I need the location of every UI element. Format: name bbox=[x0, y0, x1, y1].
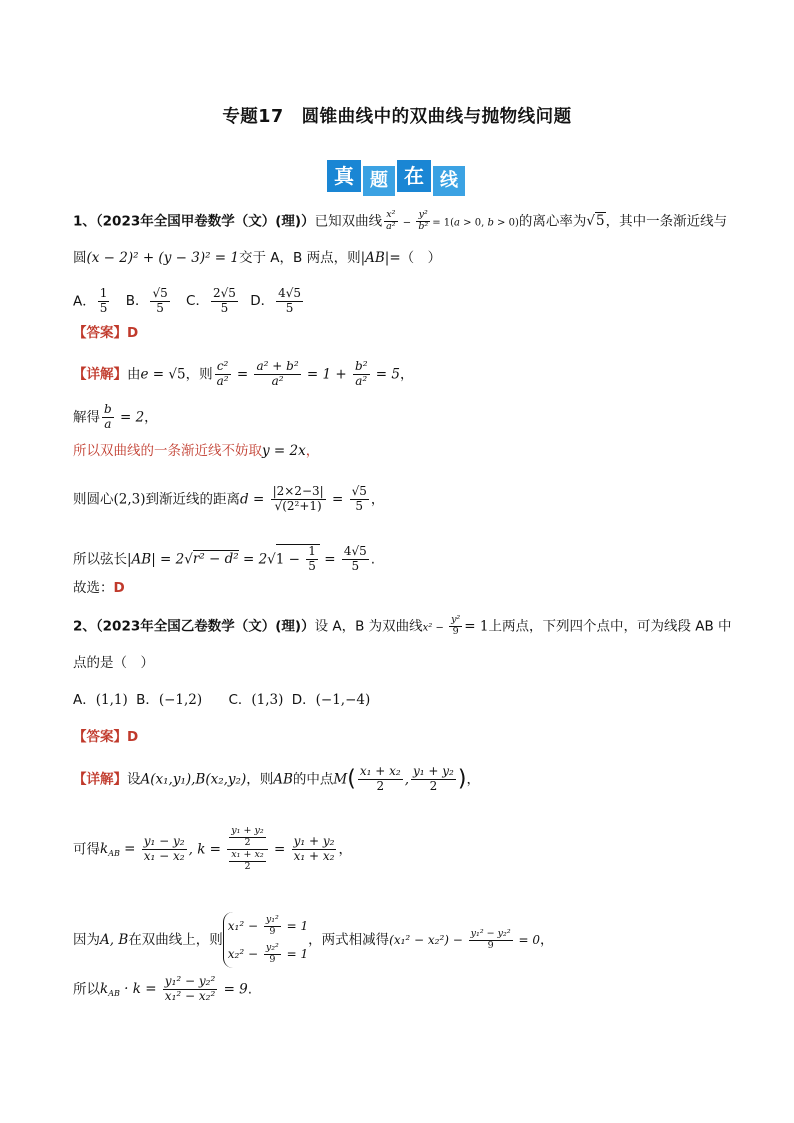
detail-math: y = 2x bbox=[262, 443, 306, 459]
detail-text: ，则 bbox=[185, 366, 213, 383]
q2-detail-3: 因为A, B在双曲线上，则 x₁² − $\frac{\text{y₁²}}{9}$ = 1 x₂² − $\frac{\text{y₂²}}{9}$ = 1 ，两式相减得(x₁² − x₂²) − $\frac{\text{y₁² − y₂²}}{9}$ = 0， bbox=[73, 912, 553, 968]
option-value: $\frac{1}{5}$ bbox=[99, 286, 108, 315]
q1-answer bbox=[73, 323, 138, 343]
q1-detail-3 bbox=[73, 441, 319, 461]
option-label: C． bbox=[186, 293, 209, 310]
detail-text: 在双曲线上，则 bbox=[128, 932, 223, 948]
detail-text: 所以双曲线的一条渐近线不妨取 bbox=[73, 443, 262, 459]
detail-text: ， bbox=[370, 491, 385, 508]
detail-math: $\frac{b}{a}$ bbox=[104, 402, 112, 431]
q1-text: 的离心率为 bbox=[518, 213, 587, 230]
q1-text: 已知双曲线 bbox=[314, 213, 383, 230]
detail-text: 由 bbox=[127, 366, 141, 383]
option-label: C． bbox=[228, 692, 252, 708]
q2-answer bbox=[73, 727, 138, 747]
q2-detail-4: 所以$k_{AB} \cdot k$ = $\frac{\text{y₁² − y₂²}}{\text{x₁² − x₂²}}$ = 9. bbox=[73, 974, 253, 1003]
select-value: D bbox=[113, 580, 125, 596]
detail-text: ， bbox=[400, 366, 414, 383]
detail-text: 所以弦长 bbox=[73, 551, 127, 568]
detail-math: AB bbox=[273, 771, 293, 788]
select-label: 故选： bbox=[73, 580, 114, 596]
detail-math: $\frac{\text{y₁ − y₂}}{\text{x₁ − x₂}}$ bbox=[143, 834, 185, 863]
option-label: B． bbox=[136, 692, 159, 708]
detail-math: A(x₁,y₁),B(x₂,y₂) bbox=[140, 771, 247, 788]
detail-text: 可得 bbox=[73, 841, 100, 858]
q2-line-1: 2、（2023年全国乙卷数学（文）(理)）设 A，B 为双曲线x² − $\frac{\text{y²}}{9}$ = 1上两点，下列四个点中，可为线段 AB 中 bbox=[73, 614, 732, 637]
option-value: (−1,−4) bbox=[315, 692, 371, 708]
detail-text: ， bbox=[539, 932, 554, 948]
q2-number: 2、 bbox=[73, 618, 96, 635]
q1-text: （ ） bbox=[400, 250, 442, 266]
option-label: A． bbox=[73, 293, 96, 310]
q1-detail-2: 解得 $\frac{b}{a}$ = 2， bbox=[73, 402, 158, 431]
detail-text: 解得 bbox=[73, 409, 100, 426]
q1-number: 1、 bbox=[73, 213, 96, 230]
detail-text: ， bbox=[338, 841, 352, 858]
section-badge bbox=[327, 158, 467, 198]
badge-char: 线 bbox=[433, 166, 465, 196]
option-value: (−1,2) bbox=[158, 692, 203, 708]
detail-math: e = √5 bbox=[140, 366, 186, 383]
badge-char: 题 bbox=[363, 166, 395, 196]
detail-math: A, B bbox=[100, 932, 129, 948]
q2-line-2: 点的是（ ） bbox=[73, 655, 154, 671]
q1-line-2 bbox=[73, 248, 441, 268]
detail-text: . bbox=[370, 551, 376, 568]
option-value: (1,1) bbox=[95, 692, 128, 708]
detail-math: $\frac{\text{x₁ + x₂}}{2}$ bbox=[359, 764, 401, 793]
q2-detail-1: 【详解】设A(x₁,y₁),B(x₂,y₂)，则AB的中点M( $\frac{\text{x₁ + x₂}}{2}$ , $\frac{\text{y₁ + y₂}}{2}$ )， bbox=[73, 764, 480, 793]
detail-math: $\frac{4√5}{5}$ bbox=[343, 544, 367, 573]
detail-text: . bbox=[247, 981, 253, 998]
detail-text: 所以 bbox=[73, 981, 100, 998]
answer-label: 【答案】 bbox=[73, 729, 127, 745]
detail-math: $\frac{√5}{5}$ bbox=[351, 484, 367, 513]
q1-detail-5: 所以弦长|AB| = 2√r² − d² = 2√1 − $\frac{1}{5}$ = $\frac{4√5}{5}$ . bbox=[73, 544, 376, 573]
detail-text: 则圆心 bbox=[73, 491, 114, 508]
q2-detail-2: 可得$k_{AB}$ = $\frac{\text{y₁ − y₂}}{\text{x₁ − x₂}}$ , k = $\frac{\frac{\text{y₁ + y₂}}{2}}{\frac{\text{x₁ + x₂}}{2}}$ = $\frac{\text{y₁ + y₂}}{\text{x₁ + x₂}}$ ， bbox=[73, 825, 352, 872]
detail-text: ， bbox=[466, 771, 480, 788]
option-label: D． bbox=[291, 692, 316, 708]
detail-text: ，则 bbox=[246, 771, 274, 788]
detail-text: 到渐近线的距离 bbox=[145, 491, 241, 508]
detail-math: $\frac{\frac{\text{y₁ + y₂}}{2}}{\frac{\text{x₁ + x₂}}{2}}$ bbox=[227, 826, 267, 873]
detail-text: 因为 bbox=[73, 932, 100, 948]
detail-math: $\frac{\text{y₁ + y₂}}{2}$ bbox=[412, 764, 454, 793]
option-value: $\frac{√5}{5}$ bbox=[152, 286, 168, 315]
q1-source: （2023年全国甲卷数学（文）(理)） bbox=[95, 213, 315, 230]
detail-math: $\frac{|2\times 2-3|}{\text{√(2²+1)}}$ bbox=[272, 484, 324, 513]
q1-equation: $\frac{\text{x²}}{\text{a²}}$ bbox=[386, 209, 396, 232]
detail-math: $\frac{\text{y₁² − y₂²}}{9}$ bbox=[470, 927, 511, 951]
detail-label: 【详解】 bbox=[73, 771, 127, 788]
q1-eccentricity: √5 bbox=[586, 213, 605, 230]
detail-math: $\frac{\text{y₁ + y₂}}{\text{x₁ + x₂}}$ bbox=[293, 834, 335, 863]
detail-math: $\frac{\text{b²}}{\text{a²}}$ bbox=[355, 359, 368, 388]
q1-text: 交于 A，B 两点，则 bbox=[238, 250, 361, 266]
detail-text: ， bbox=[305, 443, 320, 459]
equation-system: x₁² − $\frac{\text{y₁²}}{9}$ = 1 x₂² − $\frac{\text{y₂²}}{9}$ = 1 bbox=[223, 912, 308, 968]
q2-options bbox=[73, 690, 370, 710]
detail-text: ， bbox=[144, 409, 158, 426]
q1-equation-part: $\frac{\text{y²}}{\text{b²}}$ bbox=[418, 209, 429, 232]
detail-math: (2,3) bbox=[113, 491, 146, 508]
detail-label: 【详解】 bbox=[73, 366, 127, 383]
q2-source: （2023年全国乙卷数学（文）(理)） bbox=[95, 618, 315, 635]
option-label: B． bbox=[125, 293, 149, 310]
badge-char: 在 bbox=[397, 160, 431, 192]
q1-options bbox=[73, 287, 305, 316]
option-value: (1,3) bbox=[251, 692, 284, 708]
q2-text: 设 A，B 为双曲线 bbox=[314, 618, 423, 635]
q1-detail-1: 【详解】由e = √5，则 $\frac{\text{c²}}{\text{a²}}$ = $\frac{\text{a² + b²}}{\text{a²}}$ = 1 + $\frac{\text{b²}}{\text{a²}}$ = 5， bbox=[73, 359, 414, 388]
badge-char: 真 bbox=[327, 160, 361, 192]
detail-text: ，两式相减得 bbox=[308, 932, 390, 948]
answer-value: D bbox=[127, 325, 139, 341]
option-label: D． bbox=[250, 293, 275, 310]
detail-math: $\frac{1}{5}$ bbox=[308, 544, 316, 573]
q1-select bbox=[73, 578, 125, 598]
q1-circle: (x − 2)² + (y − 3)² = 1 bbox=[86, 250, 239, 266]
answer-value: D bbox=[127, 729, 139, 745]
detail-text: 的中点 bbox=[292, 771, 334, 788]
q1-text: ，其中一条渐近线与 bbox=[605, 213, 728, 230]
q2-equation: $\frac{\text{y²}}{9}$ bbox=[451, 614, 461, 637]
option-value: $\frac{4√5}{5}$ bbox=[278, 286, 302, 315]
detail-math: $\frac{\text{a² + b²}}{\text{a²}}$ bbox=[256, 359, 299, 388]
option-value: $\frac{2√5}{5}$ bbox=[212, 286, 236, 315]
page-title: 专题17 圆锥曲线中的双曲线与抛物线问题 bbox=[222, 107, 572, 127]
q1-ab: |AB|= bbox=[360, 250, 401, 266]
q2-text: 上两点，下列四个点中，可为线段 AB 中 bbox=[488, 618, 732, 635]
q1-line-1: 1、（2023年全国甲卷数学（文）(理)）已知双曲线 $\frac{\text{x²}}{\text{a²}}$ − $\frac{\text{y²}}{\text{b²}}$ = 1(a > 0, b > 0)的离心率为√5，其中一条渐近线与 bbox=[73, 209, 728, 232]
detail-text: 设 bbox=[127, 771, 141, 788]
q1-text: 圆 bbox=[73, 250, 87, 266]
option-label: A． bbox=[73, 692, 96, 708]
answer-label: 【答案】 bbox=[73, 325, 127, 341]
q1-detail-4: 则圆心(2,3)到渐近线的距离d = $\frac{|2\times 2-3|}{\text{√(2²+1)}}$ = $\frac{√5}{5}$ ， bbox=[73, 484, 385, 513]
detail-math: $\frac{\text{c²}}{\text{a²}}$ bbox=[216, 359, 229, 388]
detail-math: $\frac{\text{y₁² − y₂²}}{\text{x₁² − x₂²}}$ bbox=[164, 974, 216, 1003]
